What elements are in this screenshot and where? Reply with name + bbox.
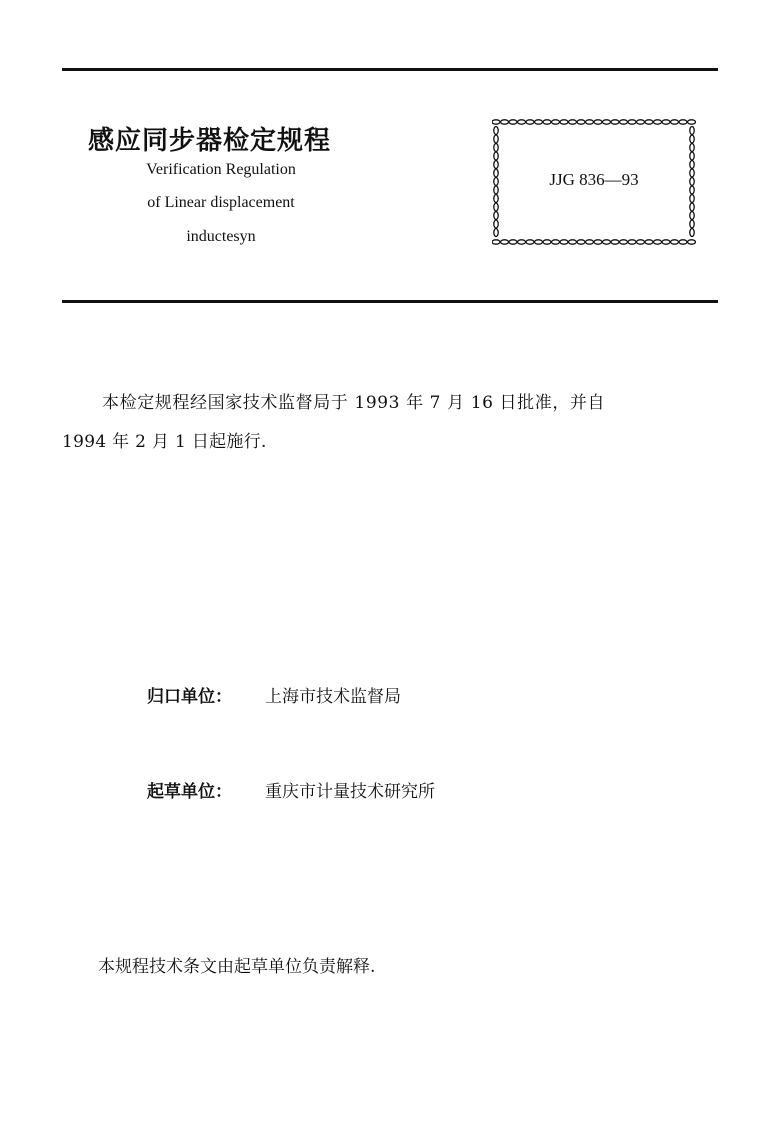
approval-statement-line: 1994 年 2 月 1 日起施行. bbox=[62, 432, 267, 452]
interpretation-note: 本规程技术条文由起草单位负责解释. bbox=[98, 957, 376, 977]
document-title-english-line: Verification Regulation bbox=[146, 161, 296, 178]
regulation-code: JJG 836—93 bbox=[549, 170, 639, 189]
section-rule bbox=[62, 300, 718, 303]
document-title-chinese: 感应同步器检定规程 bbox=[88, 126, 332, 156]
drafting-unit-label: 起草单位： bbox=[147, 782, 232, 802]
drafting-unit-value: 重庆市计量技术研究所 bbox=[265, 782, 435, 802]
responsible-unit-value: 上海市技术监督局 bbox=[265, 687, 401, 707]
regulation-code-box bbox=[492, 118, 696, 246]
drafting-unit-row bbox=[147, 777, 435, 802]
responsible-unit-row bbox=[147, 682, 401, 707]
document-title-english-line: inductesyn bbox=[186, 228, 256, 245]
document-title-english-line: of Linear displacement bbox=[147, 194, 295, 211]
approval-statement-line: 本检定规程经国家技术监督局于 1993 年 7 月 16 日批准，并自 bbox=[102, 393, 606, 413]
top-rule bbox=[62, 68, 718, 71]
responsible-unit-label: 归口单位： bbox=[147, 687, 232, 707]
